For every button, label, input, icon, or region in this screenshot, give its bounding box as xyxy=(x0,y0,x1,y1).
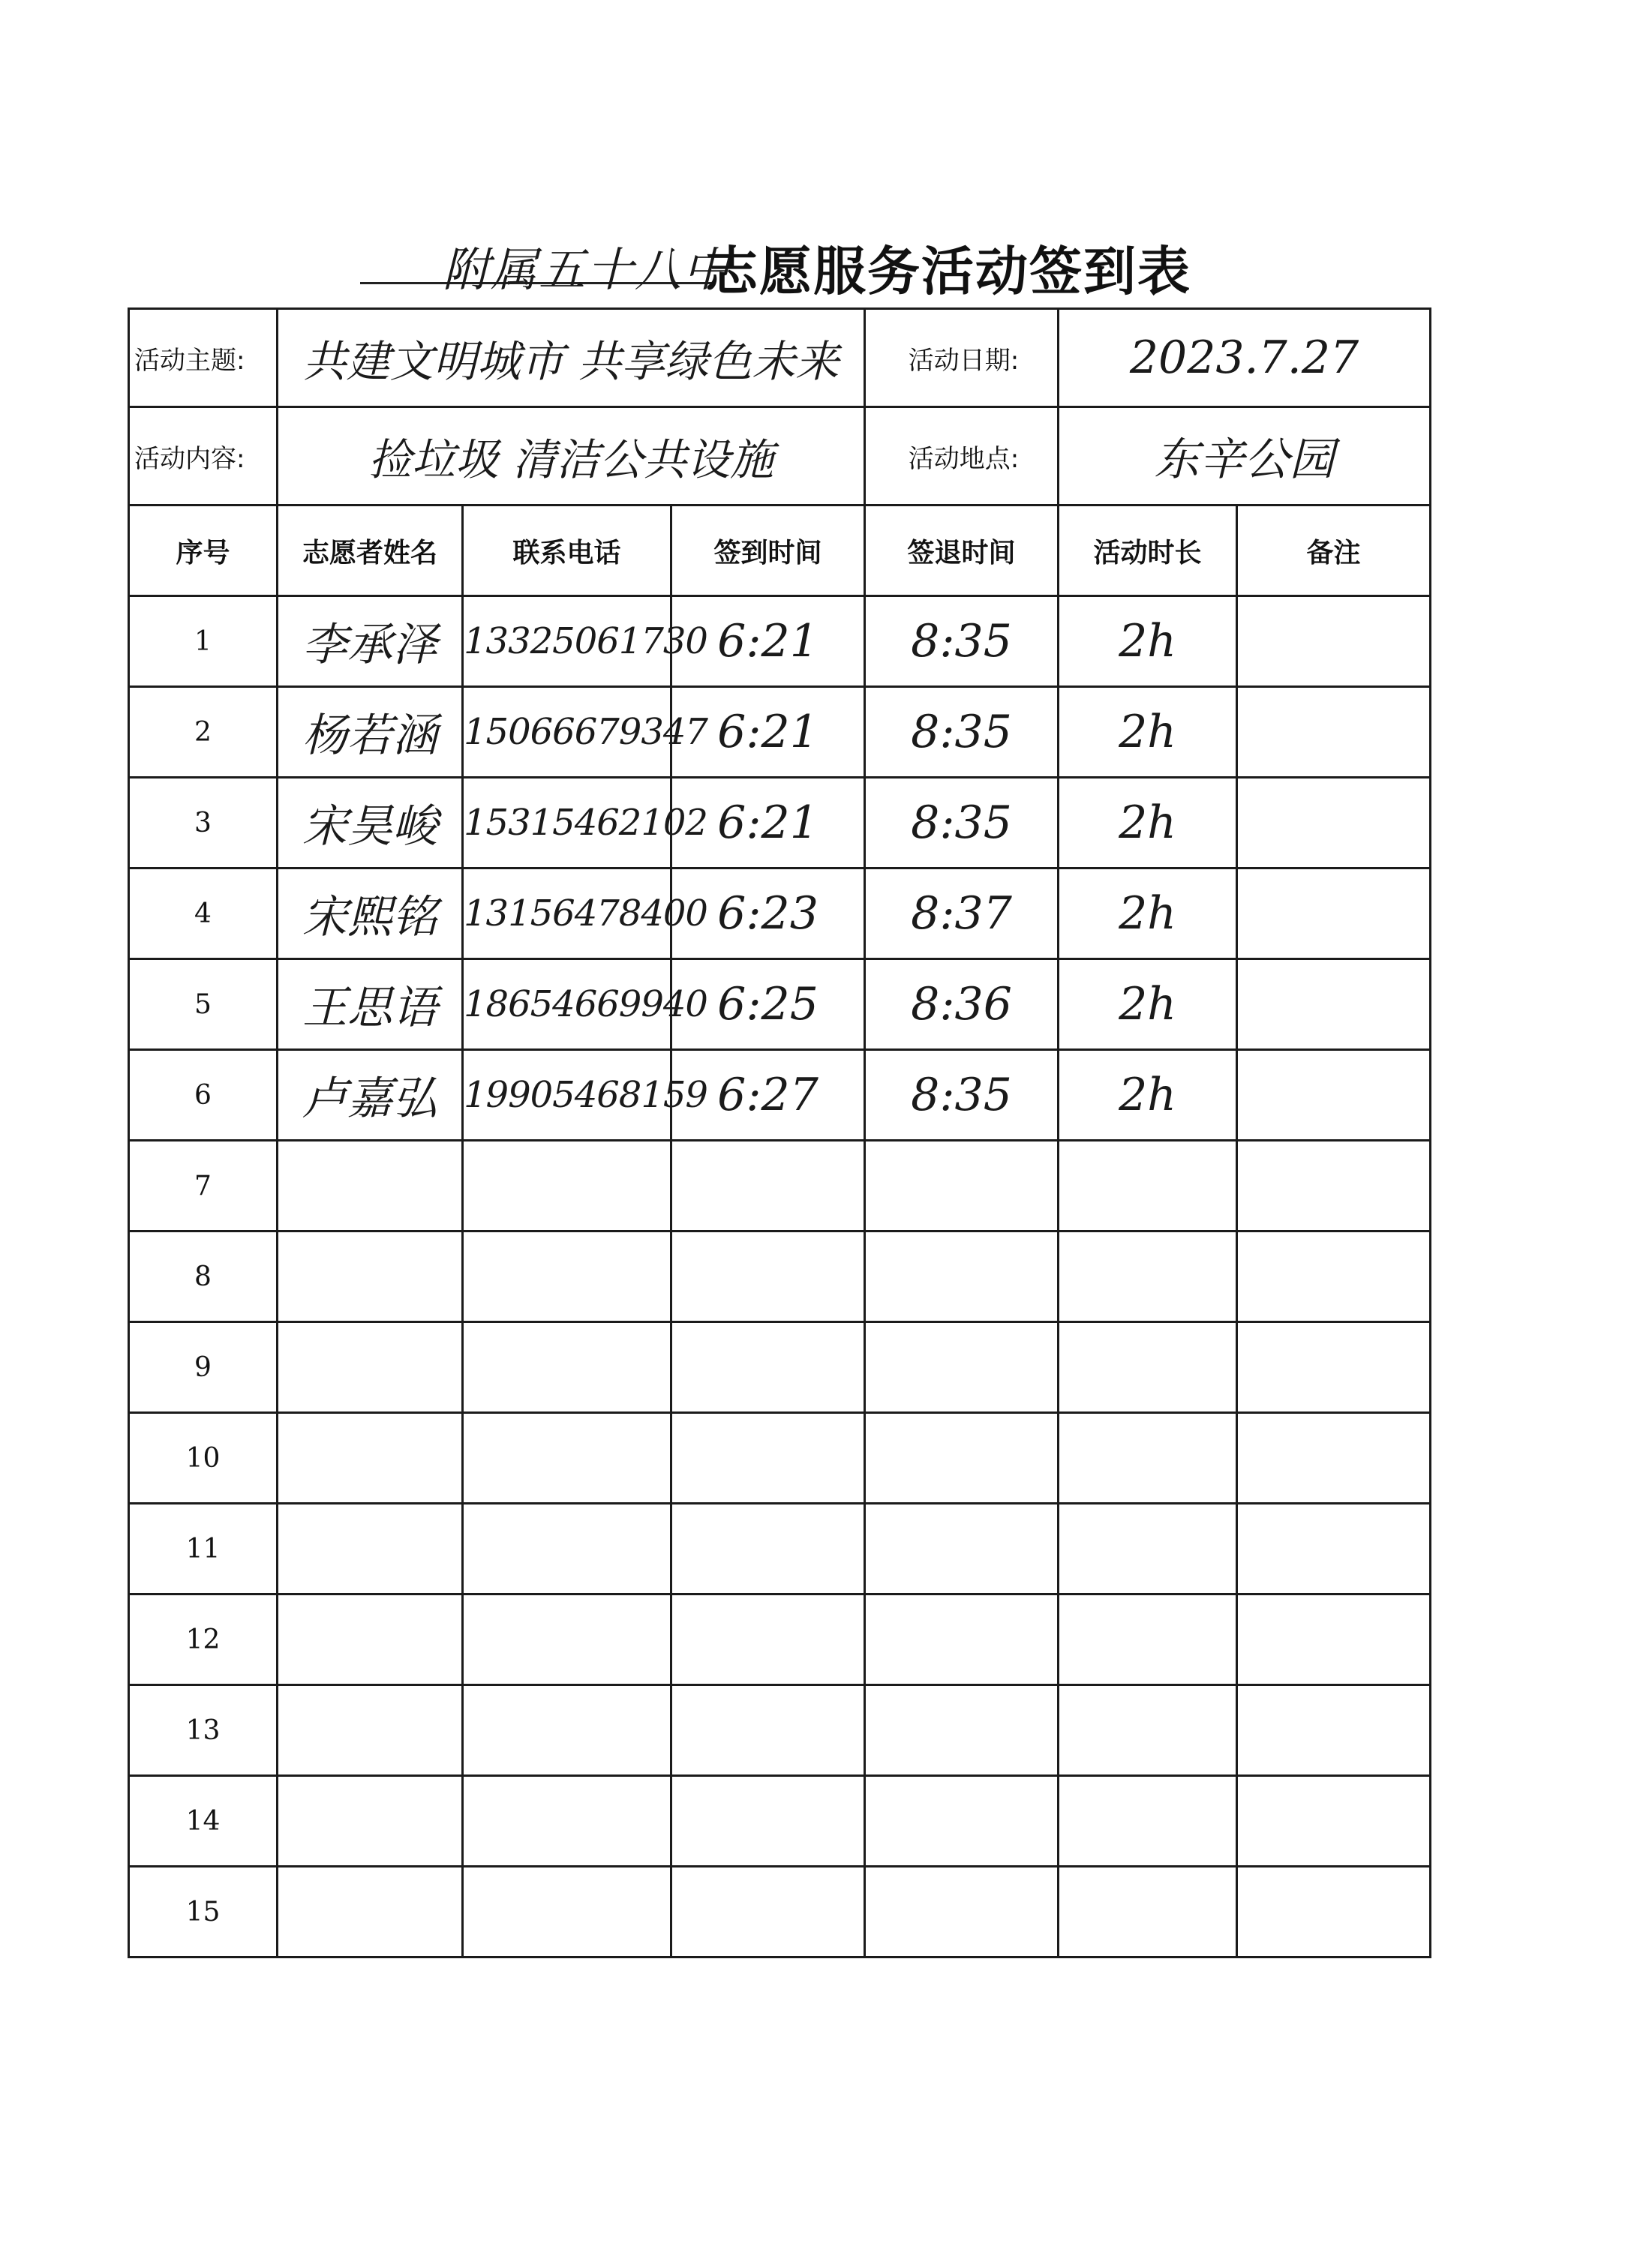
volunteer-name xyxy=(278,1685,463,1776)
sign-in-time xyxy=(671,1322,865,1413)
sign-in-time xyxy=(671,1685,865,1776)
col-header-sign-in: 签到时间 xyxy=(671,506,865,596)
table-row xyxy=(129,1504,1431,1594)
remarks xyxy=(1237,1504,1431,1594)
row-number: 6 xyxy=(129,1050,278,1141)
table-row xyxy=(129,1322,1431,1413)
sign-out-time: 8:35 xyxy=(865,596,1059,687)
row-number: 11 xyxy=(129,1504,278,1594)
theme-row xyxy=(129,309,1431,407)
phone-number: 15315462102 xyxy=(463,778,671,868)
remarks xyxy=(1237,1141,1431,1232)
remarks xyxy=(1237,1322,1431,1413)
phone-number: 19905468159 xyxy=(463,1050,671,1141)
table-row xyxy=(129,1141,1431,1232)
sign-in-table xyxy=(128,308,1431,1958)
duration xyxy=(1059,1776,1237,1867)
volunteer-name: 李承泽 xyxy=(278,596,463,687)
content-label: 活动内容: xyxy=(129,407,278,506)
volunteer-name xyxy=(278,1594,463,1685)
place-value: 东辛公园 xyxy=(1059,407,1431,506)
row-number: 14 xyxy=(129,1776,278,1867)
sign-in-time: 6:27 xyxy=(671,1050,865,1141)
sign-out-time xyxy=(865,1232,1059,1322)
remarks xyxy=(1237,778,1431,868)
table-row xyxy=(129,868,1431,959)
phone-number xyxy=(463,1141,671,1232)
phone-number xyxy=(463,1413,671,1504)
remarks xyxy=(1237,687,1431,778)
sign-out-time xyxy=(865,1504,1059,1594)
row-number: 7 xyxy=(129,1141,278,1232)
remarks xyxy=(1237,1232,1431,1322)
volunteer-rows xyxy=(129,596,1431,1958)
col-header-name: 志愿者姓名 xyxy=(278,506,463,596)
sign-in-time xyxy=(671,1776,865,1867)
table-row xyxy=(129,1867,1431,1958)
sign-in-time: 6:21 xyxy=(671,687,865,778)
table-row xyxy=(129,596,1431,687)
sheet-title xyxy=(360,225,1290,300)
duration xyxy=(1059,1232,1237,1322)
sign-out-time xyxy=(865,1867,1059,1958)
table-row xyxy=(129,778,1431,868)
row-number: 8 xyxy=(129,1232,278,1322)
duration: 2h xyxy=(1059,687,1237,778)
duration xyxy=(1059,1413,1237,1504)
row-number: 12 xyxy=(129,1594,278,1685)
table-row xyxy=(129,1050,1431,1141)
volunteer-name: 王思语 xyxy=(278,959,463,1050)
duration: 2h xyxy=(1059,778,1237,868)
volunteer-name: 宋熙铭 xyxy=(278,868,463,959)
sign-in-time: 6:21 xyxy=(671,596,865,687)
date-value: 2023.7.27 xyxy=(1059,309,1431,407)
table-row xyxy=(129,687,1431,778)
remarks xyxy=(1237,868,1431,959)
volunteer-name: 宋昊峻 xyxy=(278,778,463,868)
sign-out-time xyxy=(865,1685,1059,1776)
sign-in-time xyxy=(671,1413,865,1504)
school-name-handwritten: 附属五十八中 xyxy=(443,242,731,297)
duration: 2h xyxy=(1059,596,1237,687)
sign-in-time: 6:23 xyxy=(671,868,865,959)
sign-out-time xyxy=(865,1413,1059,1504)
phone-number: 13156478400 xyxy=(463,868,671,959)
phone-number xyxy=(463,1594,671,1685)
sign-in-time xyxy=(671,1594,865,1685)
sign-out-time: 8:35 xyxy=(865,687,1059,778)
volunteer-name: 卢嘉弘 xyxy=(278,1050,463,1141)
col-header-number: 序号 xyxy=(129,506,278,596)
sign-out-time xyxy=(865,1141,1059,1232)
col-header-remarks: 备注 xyxy=(1237,506,1431,596)
remarks xyxy=(1237,1776,1431,1867)
row-number: 3 xyxy=(129,778,278,868)
theme-value: 共建文明城市 共享绿色未来 xyxy=(278,309,865,407)
sign-in-time xyxy=(671,1504,865,1594)
table-row xyxy=(129,1232,1431,1322)
col-header-duration: 活动时长 xyxy=(1059,506,1237,596)
duration xyxy=(1059,1322,1237,1413)
remarks xyxy=(1237,959,1431,1050)
phone-number: 13325061730 xyxy=(463,596,671,687)
phone-number xyxy=(463,1776,671,1867)
col-header-sign-out: 签退时间 xyxy=(865,506,1059,596)
sign-in-time xyxy=(671,1141,865,1232)
volunteer-name: 杨若涵 xyxy=(278,687,463,778)
sign-out-time: 8:35 xyxy=(865,778,1059,868)
row-number: 4 xyxy=(129,868,278,959)
remarks xyxy=(1237,1685,1431,1776)
table-row xyxy=(129,1413,1431,1504)
row-number: 15 xyxy=(129,1867,278,1958)
duration xyxy=(1059,1867,1237,1958)
page-title: 志愿服务活动签到表 xyxy=(705,241,1191,302)
table-row xyxy=(129,1594,1431,1685)
table-row xyxy=(129,1776,1431,1867)
sign-out-time xyxy=(865,1776,1059,1867)
phone-number: 18654669940 xyxy=(463,959,671,1050)
volunteer-name xyxy=(278,1776,463,1867)
volunteer-name xyxy=(278,1413,463,1504)
column-header-row xyxy=(129,506,1431,596)
duration xyxy=(1059,1594,1237,1685)
sign-in-time xyxy=(671,1867,865,1958)
duration xyxy=(1059,1504,1237,1594)
remarks xyxy=(1237,596,1431,687)
table-row xyxy=(129,959,1431,1050)
remarks xyxy=(1237,1594,1431,1685)
row-number: 10 xyxy=(129,1413,278,1504)
table-row xyxy=(129,1685,1431,1776)
content-row xyxy=(129,407,1431,506)
remarks xyxy=(1237,1867,1431,1958)
theme-label: 活动主题: xyxy=(129,309,278,407)
sign-in-time: 6:25 xyxy=(671,959,865,1050)
row-number: 5 xyxy=(129,959,278,1050)
sign-in-time: 6:21 xyxy=(671,778,865,868)
date-label: 活动日期: xyxy=(865,309,1059,407)
phone-number xyxy=(463,1685,671,1776)
row-number: 1 xyxy=(129,596,278,687)
duration xyxy=(1059,1141,1237,1232)
remarks xyxy=(1237,1413,1431,1504)
phone-number xyxy=(463,1867,671,1958)
duration xyxy=(1059,1685,1237,1776)
volunteer-name xyxy=(278,1322,463,1413)
duration: 2h xyxy=(1059,1050,1237,1141)
duration: 2h xyxy=(1059,868,1237,959)
place-label: 活动地点: xyxy=(865,407,1059,506)
phone-number xyxy=(463,1322,671,1413)
sign-out-time: 8:36 xyxy=(865,959,1059,1050)
sign-out-time xyxy=(865,1322,1059,1413)
remarks xyxy=(1237,1050,1431,1141)
phone-number xyxy=(463,1504,671,1594)
phone-number xyxy=(463,1232,671,1322)
volunteer-name xyxy=(278,1232,463,1322)
content-value: 捡垃圾 清洁公共设施 xyxy=(278,407,865,506)
volunteer-name xyxy=(278,1141,463,1232)
duration: 2h xyxy=(1059,959,1237,1050)
sign-out-time: 8:37 xyxy=(865,868,1059,959)
row-number: 13 xyxy=(129,1685,278,1776)
phone-number: 15066679347 xyxy=(463,687,671,778)
sign-out-time: 8:35 xyxy=(865,1050,1059,1141)
sign-out-time xyxy=(865,1594,1059,1685)
sign-in-time xyxy=(671,1232,865,1322)
row-number: 9 xyxy=(129,1322,278,1413)
volunteer-name xyxy=(278,1867,463,1958)
row-number: 2 xyxy=(129,687,278,778)
col-header-phone: 联系电话 xyxy=(463,506,671,596)
volunteer-name xyxy=(278,1504,463,1594)
